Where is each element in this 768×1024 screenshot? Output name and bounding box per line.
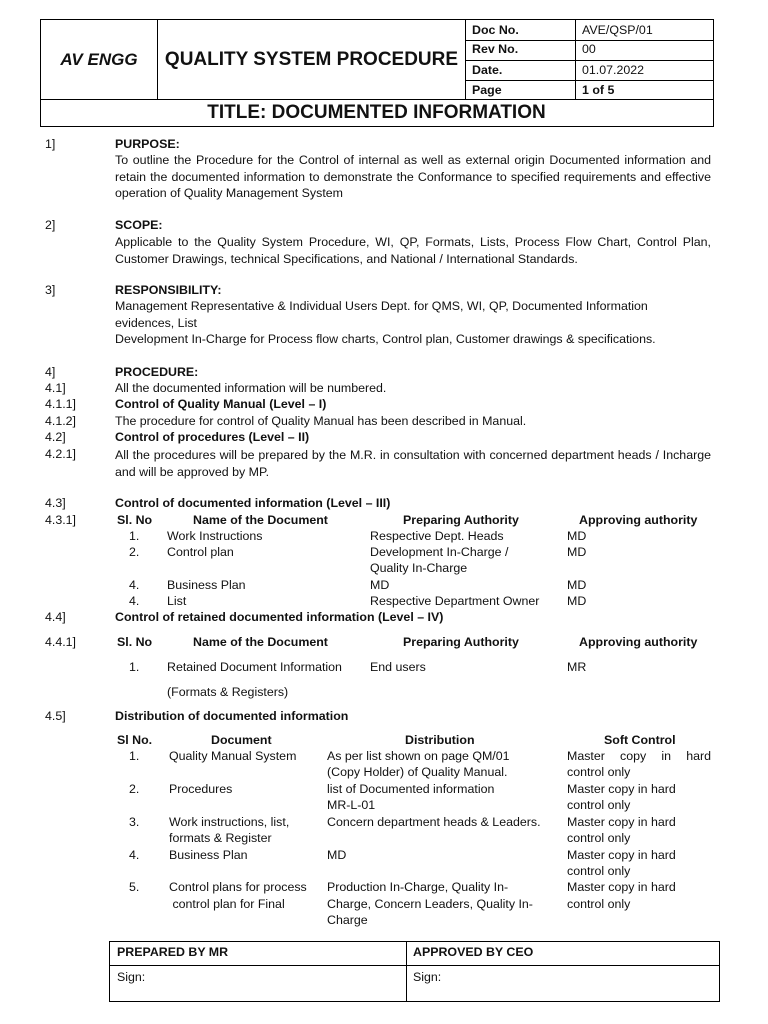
table-cell: Business Plan	[167, 578, 246, 592]
table-cell: control only	[567, 765, 631, 779]
approved-by-label: APPROVED BY CEO	[413, 945, 534, 959]
table-cell: control only	[567, 831, 631, 845]
clause-heading: Control of documented information (Level – III)	[115, 496, 391, 510]
divider	[110, 965, 719, 966]
table-cell: Master copy in hard	[567, 815, 676, 829]
table-cell: Work instructions, list,	[169, 815, 290, 829]
signoff-table	[109, 941, 720, 1002]
table-cell: Concern department heads & Leaders.	[327, 815, 541, 829]
table-cell: Work Instructions	[167, 529, 263, 543]
section-number: 1]	[45, 137, 56, 151]
table-cell: Quality In-Charge	[370, 561, 468, 575]
table-cell: formats & Register	[169, 831, 272, 845]
table-cell: 4.	[129, 578, 140, 592]
table-cell: Respective Department Owner	[370, 594, 540, 608]
clause-number: 4.4]	[45, 610, 66, 624]
column-header: Approving authority	[579, 635, 698, 649]
table-cell: Procedures	[169, 782, 233, 796]
responsibility-line: evidences, List	[115, 316, 197, 330]
scope-heading: SCOPE:	[115, 218, 163, 232]
clause-number: 4.4.1]	[45, 635, 77, 649]
table-cell: Control plan	[167, 545, 234, 559]
doc-no-label: Doc No.	[472, 23, 519, 37]
table-cell: MD	[370, 578, 390, 592]
doc-no-value: AVE/QSP/01	[582, 23, 653, 37]
section-number: 3]	[45, 283, 56, 297]
table-cell: Charge	[327, 913, 368, 927]
table-cell: (Copy Holder) of Quality Manual.	[327, 765, 508, 779]
procedure-title: QUALITY SYSTEM PROCEDURE	[164, 49, 459, 70]
table-cell: Master copy in hard	[567, 848, 676, 862]
table-cell: 3.	[129, 815, 140, 829]
table-cell: Respective Dept. Heads	[370, 529, 504, 543]
table-cell: MD	[567, 578, 587, 592]
document-header	[40, 19, 714, 127]
table-cell: 2.	[129, 545, 140, 559]
column-header: Preparing Authority	[403, 513, 519, 527]
table-cell: 4.	[129, 594, 140, 608]
table-cell: control plan for Final	[169, 897, 285, 911]
table-cell: Development In-Charge /	[370, 545, 509, 559]
column-header: Sl No.	[117, 733, 153, 747]
divider	[406, 942, 407, 1001]
table-cell: Master copy in hard	[567, 880, 676, 894]
table-cell: MD	[567, 594, 587, 608]
table-cell: Master copy in hard	[567, 782, 676, 796]
clause-number: 4.3.1]	[45, 513, 77, 527]
rev-no-value: 00	[582, 42, 596, 56]
table-cell: list of Documented information	[327, 782, 495, 796]
table-cell: MR	[567, 660, 587, 674]
divider	[465, 60, 713, 61]
rev-no-label: Rev No.	[472, 42, 519, 56]
table-cell: Master copy in hard	[567, 749, 711, 763]
table-cell: Control plans for process	[169, 880, 307, 894]
divider	[465, 80, 713, 81]
section-number: 4]	[45, 365, 56, 379]
procedure-heading: PROCEDURE:	[115, 365, 199, 379]
table-cell: MD	[567, 529, 587, 543]
table-cell: 5.	[129, 880, 140, 894]
column-header: Soft Control	[604, 733, 676, 747]
section-number: 2]	[45, 218, 56, 232]
column-header: Preparing Authority	[403, 635, 519, 649]
column-header: Name of the Document	[193, 513, 328, 527]
page-value: 1 of 5	[582, 83, 615, 97]
column-header: Distribution	[405, 733, 475, 747]
divider	[465, 40, 713, 41]
table-cell: Charge, Concern Leaders, Quality In-	[327, 897, 533, 911]
sign-label-preparer: Sign:	[117, 970, 146, 984]
clause-number: 4.5]	[45, 709, 66, 723]
table-cell: 1.	[129, 749, 140, 763]
column-header: Sl. No	[117, 513, 153, 527]
clause-number: 4.1.1]	[45, 397, 77, 411]
table-cell: MD	[327, 848, 347, 862]
table-cell: End users	[370, 660, 426, 674]
clause-heading: Control of retained documented information (Level – IV)	[115, 610, 444, 624]
responsibility-line: Management Representative & Individual Users Dept. for QMS, WI, QP, Documented Information	[115, 299, 648, 313]
clause-number: 4.2.1]	[45, 447, 77, 461]
clause-heading: Control of procedures (Level – II)	[115, 430, 310, 444]
clause-text: The procedure for control of Quality Manual has been described in Manual.	[115, 414, 527, 428]
purpose-heading: PURPOSE:	[115, 137, 180, 151]
clause-number: 4.3]	[45, 496, 66, 510]
scope-text: Applicable to the Quality System Procedure, WI, QP, Formats, Lists, Process Flow Chart, Control Plan, Customer Drawings, technical Specifications, and National / International Standards.	[115, 235, 711, 266]
document-title: TITLE: DOCUMENTED INFORMATION	[207, 102, 546, 123]
prepared-by-label: PREPARED BY MR	[117, 945, 229, 959]
column-header: Document	[211, 733, 272, 747]
date-value: 01.07.2022	[582, 63, 645, 77]
table-cell: control only	[567, 897, 631, 911]
date-label: Date.	[472, 63, 503, 77]
clause-text: All the documented information will be numbered.	[115, 381, 387, 395]
clause-heading: Control of Quality Manual (Level – I)	[115, 397, 327, 411]
clause-number: 4.1.2]	[45, 414, 77, 428]
table-cell: MR-L-01	[327, 798, 376, 812]
table-cell: 2.	[129, 782, 140, 796]
table-cell: Quality Manual System	[169, 749, 297, 763]
clause-heading: Distribution of documented information	[115, 709, 349, 723]
table-cell: MD	[567, 545, 587, 559]
page-label: Page	[472, 83, 502, 97]
table-cell: 4.	[129, 848, 140, 862]
company-name: AV ENGG	[60, 50, 138, 69]
table-cell: Production In-Charge, Quality In-	[327, 880, 509, 894]
purpose-text: To outline the Procedure for the Control of internal as well as external origin Documented information and retain the documented information to demonstrate the Conformance to specified requirements and effective operation of Quality Management System	[115, 153, 711, 200]
clause-text: All the procedures will be prepared by the M.R. in consultation with concerned department heads / Incharge and will be approved by MP.	[115, 448, 711, 479]
table-cell: control only	[567, 864, 631, 878]
table-cell: List	[167, 594, 187, 608]
clause-number: 4.2]	[45, 430, 66, 444]
table-cell: Business Plan	[169, 848, 248, 862]
table-cell: 1.	[129, 660, 140, 674]
column-header: Sl. No	[117, 635, 153, 649]
responsibility-heading: RESPONSIBILITY:	[115, 283, 222, 297]
clause-number: 4.1]	[45, 381, 66, 395]
responsibility-line: Development In-Charge for Process flow charts, Control plan, Customer drawings & specifications.	[115, 332, 656, 346]
table-cell: Retained Document Information	[167, 660, 342, 674]
table-cell: As per list shown on page QM/01	[327, 749, 510, 763]
sign-label-approver: Sign:	[413, 970, 442, 984]
table-cell: 1.	[129, 529, 140, 543]
table-cell: (Formats & Registers)	[167, 685, 289, 699]
column-header: Approving authority	[579, 513, 698, 527]
table-cell: control only	[567, 798, 631, 812]
column-header: Name of the Document	[193, 635, 328, 649]
